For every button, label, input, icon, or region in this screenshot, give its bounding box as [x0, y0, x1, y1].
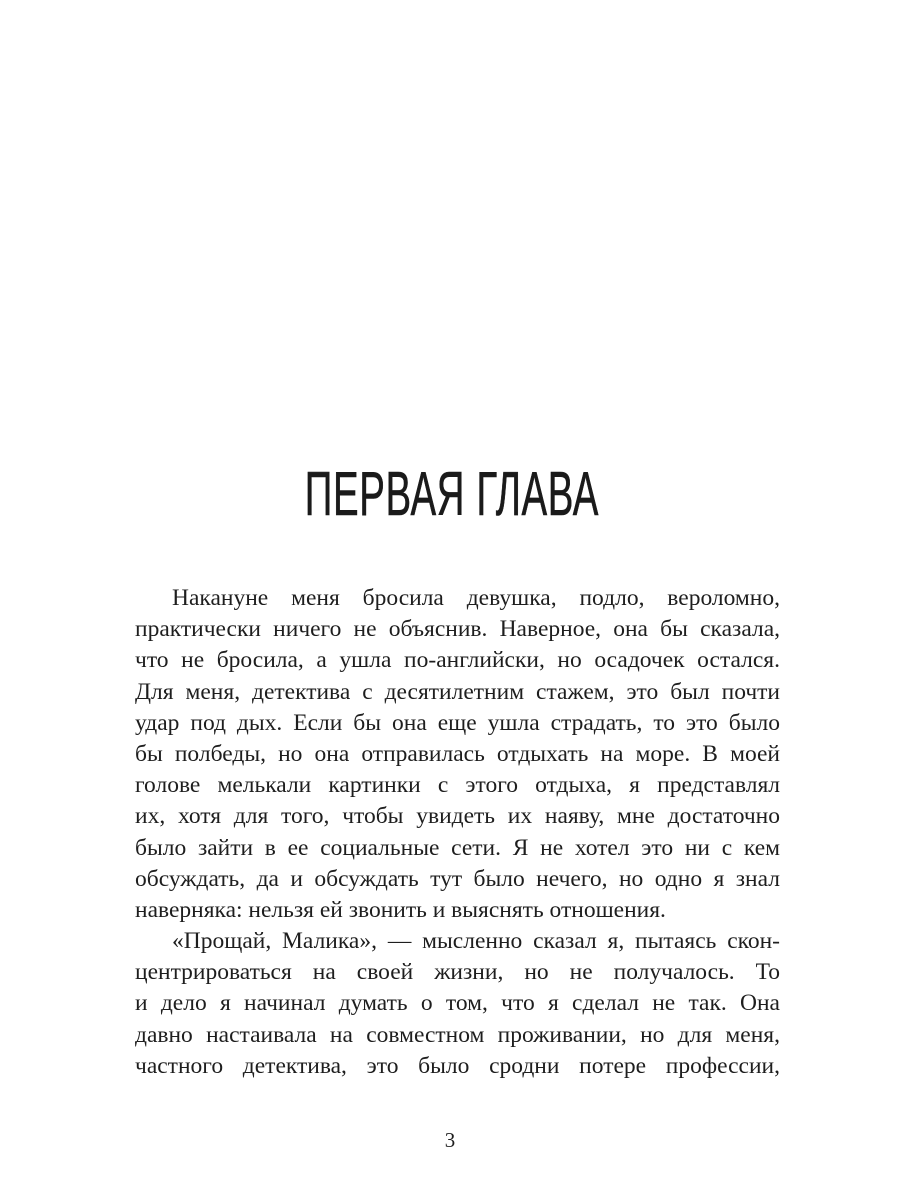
- paragraph: [135, 926, 780, 1082]
- text-line: частного детектива, это было сродни потере профессии,: [135, 1052, 780, 1079]
- text-line: практически ничего не объяснив. Наверное, она бы сказала,: [135, 616, 780, 643]
- text-line: что не бросила, а ушла по-английски, но осадочек остался.: [135, 647, 780, 674]
- chapter-body: [135, 583, 780, 1082]
- page-number: 3: [444, 1128, 456, 1152]
- text-line: давно настаивала на совместном проживании, но для меня,: [135, 1021, 780, 1048]
- text-line: Для меня, детектива с десятилетним стажем, это был почти: [135, 678, 780, 705]
- text-line: и дело я начинал думать о том, что я сделал не так. Она: [135, 990, 780, 1017]
- text-line: центрироваться на своей жизни, но не получалось. То: [135, 959, 780, 986]
- text-line: бы полбеды, но она отправилась отдыхать на море. В моей: [135, 740, 780, 767]
- text-line: «Прощай, Малика», — мысленно сказал я, пытаясь скон-: [172, 928, 780, 955]
- text-line: Накануне меня бросила девушка, подло, вероломно,: [172, 585, 780, 611]
- chapter-title: ПЕРВАЯ ГЛАВА: [304, 459, 600, 529]
- text-line: наверняка: нельзя ей звонить и выяснять отношения.: [135, 896, 666, 923]
- paragraph: [135, 583, 780, 926]
- text-line: голове мелькали картинки с этого отдыха, я представлял: [135, 772, 780, 799]
- text-line: их, хотя для того, чтобы увидеть их наяву, мне достаточно: [135, 803, 780, 830]
- text-line: удар под дых. Если бы она еще ушла страдать, то это было: [135, 709, 780, 736]
- text-line: обсуждать, да и обсуждать тут было нечего, но одно я знал: [135, 865, 780, 892]
- text-line: было зайти в ее социальные сети. Я не хотел это ни с кем: [135, 834, 780, 861]
